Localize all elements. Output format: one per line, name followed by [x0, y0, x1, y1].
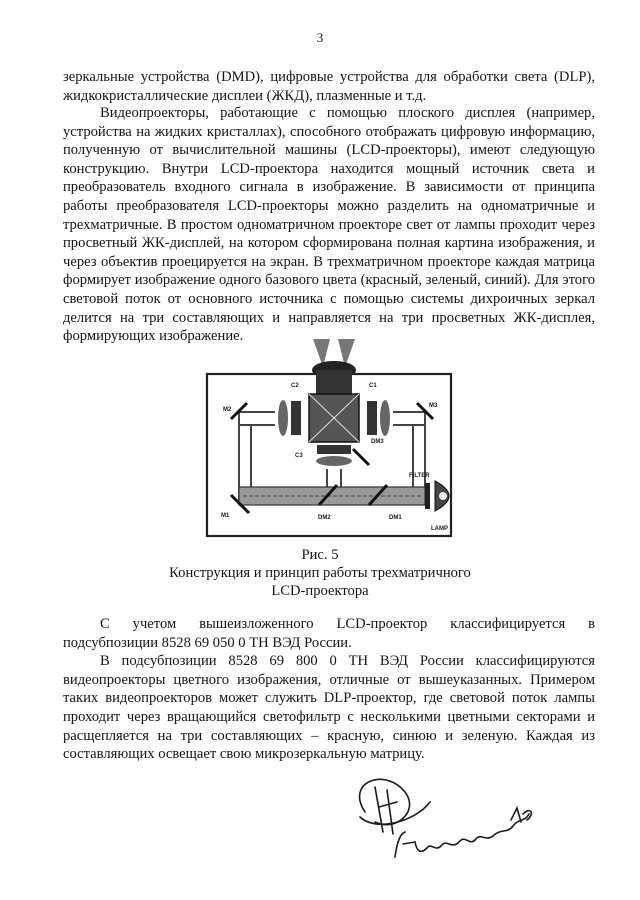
paragraphs-3-4-container — [63, 615, 595, 764]
paragraph-3: С учетом вышеизложенного LCD-проектор классифицируется в подсубпозиции 8528 69 050 0 ТН ВЭД России. — [63, 616, 595, 651]
light-path-left-top — [239, 412, 275, 425]
light-path-center-vertical — [327, 469, 341, 487]
signature-monogram — [375, 787, 397, 834]
label-filter: FILTER — [409, 473, 430, 479]
lcd-panel-left — [291, 401, 301, 435]
label-dm3: DM3 — [371, 439, 384, 445]
paragraph-2: Видеопроекторы, работающие с помощью плоского дисплея (например, устройства на жидких кристаллах), способного отображать цифровую информацию, полученную от вычислительной машины (LCD-проекторы), имеют следующую конструкцию. Внутри LCD-проектора находится мощный источник света и преобразователь входного сигнала в изображение. В зависимости от принципа работы преобразователя LCD-проекторы можно разделить на одноматричные и трехматричные. В простом одноматричном проекторе свет от лампы проходит через просветный ЖК-дисплей, на котором сформирована полная картина изображения, и через объектив проецируется на экран. В трехматричном проекторе каждая матрица формирует изображение одного базового цвета (красный, зеленый, синий). Для этого световой поток от основного источника с помощью системы дихроичных зеркал делится на три составляющих и направляется на три просветных ЖК-дисплея, формирующих изображение. — [63, 105, 595, 345]
filter — [425, 483, 430, 509]
label-dm2: DM2 — [318, 515, 331, 521]
lens-barrel — [316, 370, 352, 394]
label-dm1: DM1 — [389, 515, 402, 521]
caption-line-2: LCD-проектора — [271, 583, 369, 599]
paragraph-4: В подсубпозиции 8528 69 800 0 ТН ВЭД России классифицируются видеопроекторы цветного изображения, отличные от вышеуказанных. Примером таких видеопроекторов может служить DLP-проектор, где световой поток лампы проходит через вращающийся светофильтр с несколькими цветными секторами и расщепляется на три составляющих – красную, синюю и зеленую. Каждая из составляющих освещает свою микрозеркальную матрицу. — [63, 653, 595, 763]
signature-surname-stroke — [395, 814, 529, 857]
lcd-panel-bottom — [317, 445, 351, 454]
lamp-bulb — [439, 492, 447, 500]
figure-number: Рис. 5 — [301, 547, 339, 563]
label-c1: C1 — [369, 383, 377, 389]
page-number: 3 — [316, 30, 324, 45]
paragraph-1-container — [63, 68, 595, 105]
dichroic-mirror-dm3 — [353, 449, 369, 465]
lcd-panel-right — [367, 401, 377, 435]
condenser-lens-right — [380, 400, 390, 436]
label-c2: C2 — [291, 383, 299, 389]
figure-caption — [0, 546, 640, 600]
label-c3: C3 — [295, 453, 303, 459]
paragraph-1: зеркальные устройства (DMD), цифровые устройства для обработки света (DLP), жидкокристаллические дисплеи (ЖКД), плазменные и т.д. — [63, 69, 595, 104]
projector-diagram — [203, 337, 465, 539]
label-m2: M2 — [223, 407, 232, 413]
signature-loop-1 — [360, 779, 410, 824]
signature-sweep — [360, 802, 430, 824]
condenser-lens-bottom — [316, 456, 352, 466]
caption-line-1: Конструкция и принцип работы трехматричного — [169, 565, 471, 581]
condenser-lens-left — [278, 400, 288, 436]
paragraph-2-container — [63, 104, 595, 346]
label-m1: M1 — [221, 513, 230, 519]
light-path-right-top — [393, 412, 425, 425]
label-m3: M3 — [429, 403, 438, 409]
handwritten-signature — [335, 762, 545, 872]
label-lamp: LAMP — [431, 526, 448, 532]
